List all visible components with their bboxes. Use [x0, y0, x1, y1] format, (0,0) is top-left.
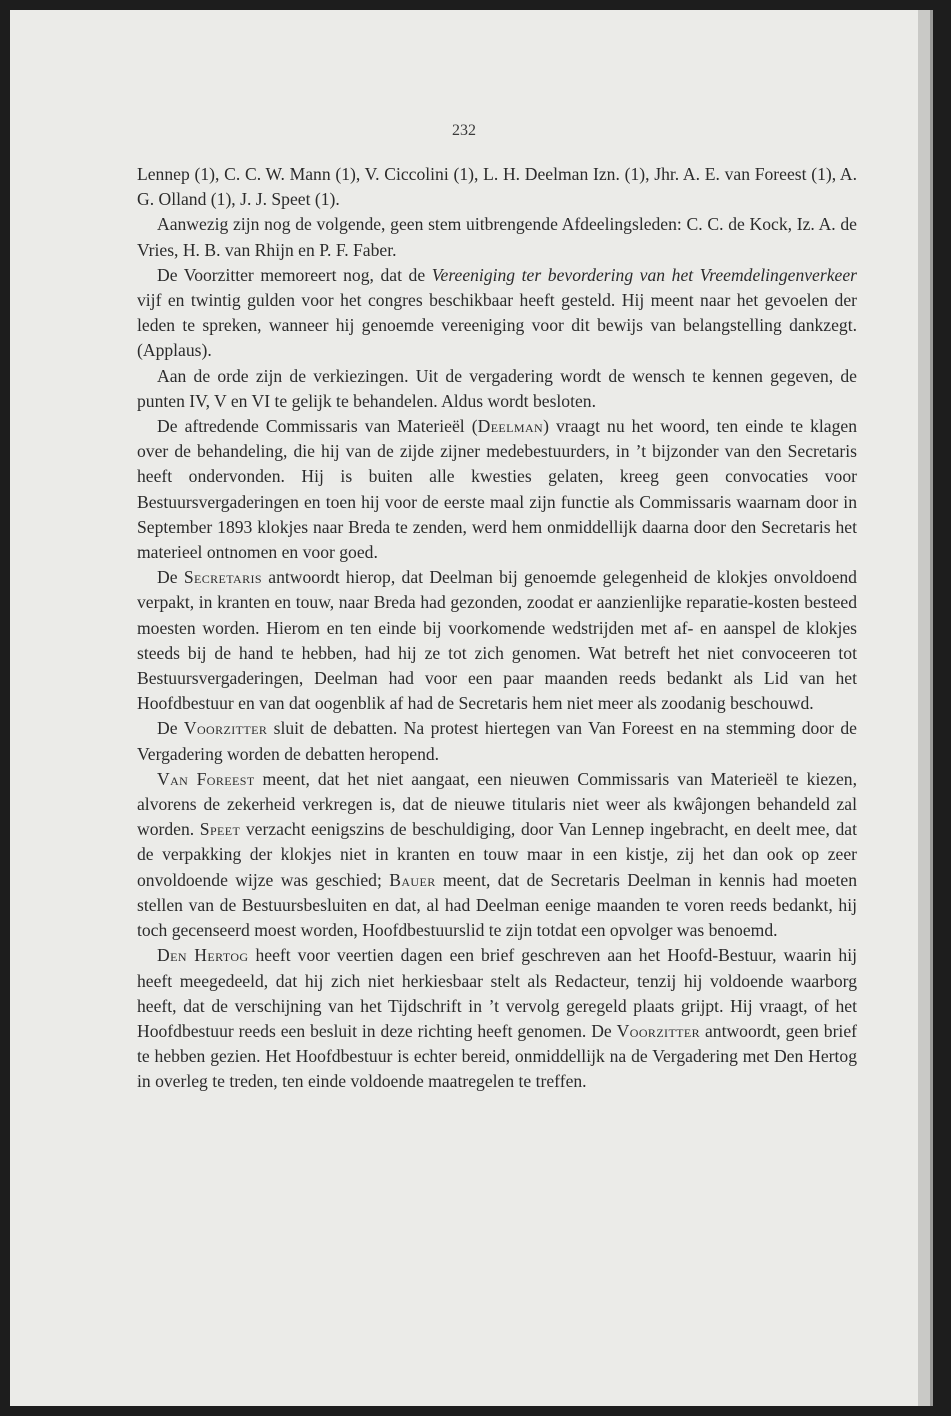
- text-run: De Voorzitter memoreert nog, dat de: [157, 264, 432, 285]
- page-edge-shadow: [930, 10, 933, 1406]
- text-run: ) vraagt nu het woord, ten einde te klagen over de behandeling, die hij van de zijde zijner medebestuurders, in ’t bijzonder van den Secretaris heeft ondervonden. Hij is buiten alle kwesties gelaten, kreeg geen convocaties voor Bestuursvergaderingen en toen hij voor de eerste maal zijn functie als Commissaris waarnam door in September 1893 klokjes naar Breda te zenden, werd hem onmiddellijk daarna door den Secretaris het materieel ontnomen en voor goed.: [137, 416, 857, 563]
- text-run: meent, dat de Secretaris Deelman in kennis had moeten stellen van de Bestuursbesluiten en dat, al had Deelman eenige maanden te voren reeds bedankt, hij toch gecenseerd moest worden, Hoofdbestuurslid te zijn totdat een opvolger was benoemd.: [137, 869, 857, 941]
- text-run: De: [157, 567, 184, 588]
- text-run: sluit de debatten. Na protest hiertegen van Van Foreest en na stemming door de Vergadering worden de debatten heropend.: [137, 718, 857, 764]
- text-run: heeft voor veertien dagen een brief geschreven aan het Hoofd-Bestuur, waarin hij heeft meegedeeld, dat hij zich niet herkiesbaar stelt als Redacteur, tenzij hij voldoende waarborg heeft, dat de verschijning van het Tijdschrift in ’t vervolg geregeld plaats grijpt. Hij vraagt, of het Hoofdbestuur reeds een besluit in deze richting heeft genomen. De: [137, 945, 857, 1041]
- paragraph: [137, 565, 857, 716]
- speaker-name: Voorzitter: [183, 718, 268, 739]
- text-run: De: [157, 718, 184, 739]
- speaker-name: Speet: [199, 819, 241, 840]
- speaker-name: Secretaris: [183, 567, 262, 588]
- paragraph: [137, 162, 857, 212]
- text-run: Aanwezig zijn nog de volgende, geen stem uitbrengende Afdeelingsleden: C. C. de Kock, Iz. A. de Vries, H. B. van Rhijn en P. F. Faber.: [137, 214, 857, 260]
- paragraph: [137, 263, 857, 364]
- body-text: [137, 162, 857, 1095]
- paragraph: [137, 212, 857, 262]
- text-run: verzacht eenigszins de beschuldiging, door Van Lennep ingebracht, en deelt mee, dat de verpakking der klokjes niet in kranten en touw maar in een kistje, zij het dan ook op zeer onvoldoende wijze was geschied;: [137, 819, 858, 890]
- speaker-name: Van Foreest: [157, 768, 255, 789]
- text-run: Lennep (1), C. C. W. Mann (1), V. Ciccolini (1), L. H. Deelman Izn. (1), Jhr. A. E. van Foreest (1), A. G. Olland (1), J. J. Speet (1).: [137, 164, 857, 210]
- text-run: vijf en twintig gulden voor het congres beschikbaar heeft gesteld. Hij meent naar het gevoelen der leden te spreken, wanneer hij genoemde vereeniging voor dit bewijs van belangstelling dankzegt. (Applaus).: [137, 290, 857, 361]
- page-edge: [918, 10, 930, 1406]
- italic-text: Vereeniging ter bevordering van het Vreemdelingenverkeer: [431, 264, 857, 285]
- text-run: Aan de orde zijn de verkiezingen. Uit de vergadering wordt de wensch te kennen gegeven, de punten IV, V en VI te gelijk te behandelen. Aldus wordt besloten.: [137, 365, 857, 411]
- speaker-name: Den Hertog: [157, 945, 249, 966]
- paragraph: [137, 716, 857, 766]
- paragraph: [137, 943, 857, 1094]
- paragraph: [137, 364, 857, 414]
- paragraph: [137, 414, 857, 565]
- text-run: meent, dat het niet aangaat, een nieuwen Commissaris van Materieël te kiezen, alvorens de zekerheid verkregen is, dat de nieuwe titularis niet weer als kwâjongen behandeld zal worden.: [137, 768, 857, 840]
- page-number: 232: [452, 122, 476, 139]
- document-page: [10, 10, 918, 1406]
- speaker-name: Deelman: [477, 416, 544, 437]
- text-run: De aftredende Commissaris van Materieël (: [157, 416, 478, 437]
- paragraph: [137, 767, 857, 943]
- text-run: antwoordt, geen brief te hebben gezien. Het Hoofdbestuur is echter bereid, onmiddellijk na de Vergadering met Den Hertog in overleg te treden, ten einde voldoende maatregelen te treffen.: [137, 1020, 857, 1092]
- text-run: antwoordt hierop, dat Deelman bij genoemde gelegenheid de klokjes onvoldoend verpakt, in kranten en touw, naar Breda had gezonden, zoodat er aanzienlijke reparatie-kosten besteed moesten worden. Hierom en ten einde bij voorkomende wedstrijden met af- en aanspel de klokjes steeds bij de hand te hebben, had hij ze tot zich genomen. Wat betreft het niet convoceeren tot Bestuursvergaderingen, Deelman had voor een paar maanden reeds bedankt als Lid van het Hoofdbestuur en van dat oogenblik af had de Secretaris hem niet meer als zoodanig beschouwd.: [137, 567, 857, 714]
- speaker-name: Bauer: [389, 869, 436, 890]
- speaker-name: Voorzitter: [616, 1020, 701, 1041]
